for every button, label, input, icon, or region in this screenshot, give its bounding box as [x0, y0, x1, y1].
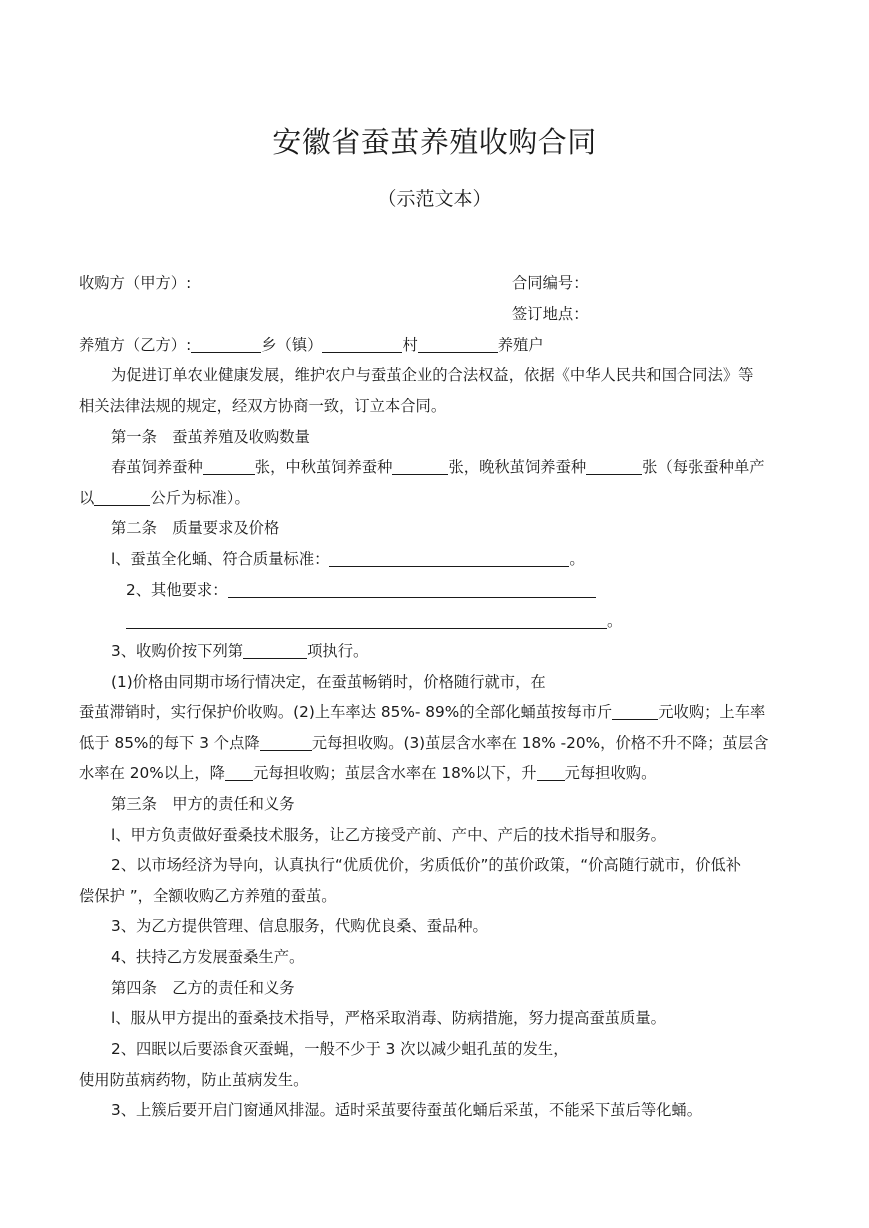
article-4-title: 第四条 乙方的责任和义务 — [111, 979, 295, 997]
spring-cocoon-label: 春茧饲养蚕种 — [111, 458, 203, 476]
farmer-town: 乡（镇） — [261, 336, 323, 354]
moisture-drop-blank — [225, 764, 253, 781]
farmer-line — [79, 335, 544, 355]
moisture-rise-blank — [537, 764, 565, 781]
price-rule-text: 元每担收购。(3)茧层含水率在 18% -20%，价格不升不降；茧层含 — [311, 734, 769, 752]
document-subtitle: （示范文本） — [377, 188, 492, 210]
other-requirements-blank-2 — [126, 612, 607, 629]
article-2-item-2-cont — [126, 611, 622, 631]
article-3-item-2-cont: 偿保护 ”，全额收购乙方养殖的蚕茧。 — [79, 887, 337, 905]
farmer-label: 养殖方（乙方）: — [79, 336, 192, 354]
period: 。 — [569, 550, 585, 568]
quality-standard-blank — [329, 550, 569, 567]
price-option-blank — [243, 642, 307, 659]
price-rule-text: 元每担收购；茧层含水率在 18%以下，升 — [252, 764, 537, 782]
article-2-item-2 — [126, 580, 596, 600]
late-autumn-label: 张，晚秋茧饲养蚕种 — [448, 458, 587, 476]
price-rule-line-1: (1)价格由同期市场行情决定，在蚕茧畅销时，价格随行就市，在 — [111, 673, 546, 691]
village-blank — [322, 336, 402, 353]
price-rule-line-4 — [79, 763, 656, 783]
article-1-line-1 — [111, 457, 765, 477]
article-3-title: 第三条 甲方的责任和义务 — [111, 795, 295, 813]
preamble-line-1: 为促进订单农业健康发展，维护农户与蚕茧企业的合法权益，依据《中华人民共和国合同法》等 — [111, 366, 754, 384]
price-option-label: 3、收购价按下列第 — [111, 642, 244, 660]
article-3-item-1: l、甲方负责做好蚕桑技术服务，让乙方接受产前、产中、产后的技术指导和服务。 — [111, 826, 666, 844]
preamble-line-2: 相关法律法规的规定，经双方协商一致，订立本合同。 — [79, 397, 447, 415]
quality-standard-label: l、蚕茧全化蛹、符合质量标准： — [111, 550, 330, 568]
price-rule-text: 元收购；上车率 — [658, 703, 766, 721]
town-blank — [191, 336, 261, 353]
price-rule-text: 水率在 20%以上，降 — [79, 764, 225, 782]
household-blank — [418, 336, 498, 353]
price-per-jin-blank — [612, 703, 658, 720]
farmer-village: 村 — [402, 336, 418, 354]
period: 。 — [607, 612, 623, 630]
price-option-suffix: 项执行。 — [307, 642, 369, 660]
price-rule-line-2 — [79, 702, 765, 722]
article-4-item-2-cont: 使用防茧病药物，防止茧病发生。 — [79, 1071, 309, 1089]
unit-yield-label: 张（每张蚕种单产 — [642, 458, 765, 476]
mid-autumn-blank — [392, 458, 448, 475]
article-2-item-1 — [111, 549, 585, 569]
spring-blank — [203, 458, 255, 475]
article-2-item-3 — [111, 641, 368, 661]
mid-autumn-label: 张，中秋茧饲养蚕种 — [254, 458, 393, 476]
article-2-title: 第二条 质量要求及价格 — [111, 519, 280, 537]
document-title: 安徽省蚕茧养殖收购合同 — [272, 125, 597, 159]
article-4-item-2: 2、四眠以后要添食灭蚕蝇，一般不少于 3 次以减少蛆孔茧的发生， — [111, 1040, 569, 1058]
article-1-line-2 — [79, 488, 250, 508]
late-autumn-blank — [586, 458, 642, 475]
price-rule-text: 低于 85%的每下 3 个点降 — [79, 734, 260, 752]
article-1-title: 第一条 蚕茧养殖及收购数量 — [111, 428, 310, 446]
article-4-item-3: 3、上簇后要开启门窗通风排湿。适时采茧要待蚕茧化蛹后采茧，不能采下茧后等化蛹。 — [111, 1101, 703, 1119]
price-rule-text: 元每担收购。 — [564, 764, 657, 782]
sign-place-label: 签订地点： — [512, 305, 589, 323]
price-drop-blank — [260, 734, 312, 751]
article-3-item-4: 4、扶持乙方发展蚕桑生产。 — [111, 948, 305, 966]
contract-no-label: 合同编号： — [512, 274, 589, 292]
other-requirements-label: 2、其他要求： — [126, 581, 228, 599]
yield-prefix: 以 — [79, 489, 95, 507]
article-4-item-1: l、服从甲方提出的蚕桑技术指导，严格采取消毒、防病措施，努力提高蚕茧质量。 — [111, 1009, 666, 1027]
article-3-item-3: 3、为乙方提供管理、信息服务，代购优良桑、蚕品种。 — [111, 917, 488, 935]
article-3-item-2: 2、以市场经济为导向，认真执行“优质优价，劣质低价”的茧价政策，“价高随行就市，价低补 — [111, 856, 742, 874]
other-requirements-blank — [228, 581, 596, 598]
farmer-household: 养殖户 — [497, 336, 544, 354]
buyer-label: 收购方（甲方）: — [79, 274, 192, 292]
yield-suffix: 公斤为标准）。 — [150, 489, 250, 507]
price-rule-text: 蚕茧滞销时，实行保护价收购。(2)上车率达 85%- 89%的全部化蛹茧按每市斤 — [79, 703, 613, 721]
yield-blank — [94, 489, 150, 506]
price-rule-line-3 — [79, 733, 768, 753]
